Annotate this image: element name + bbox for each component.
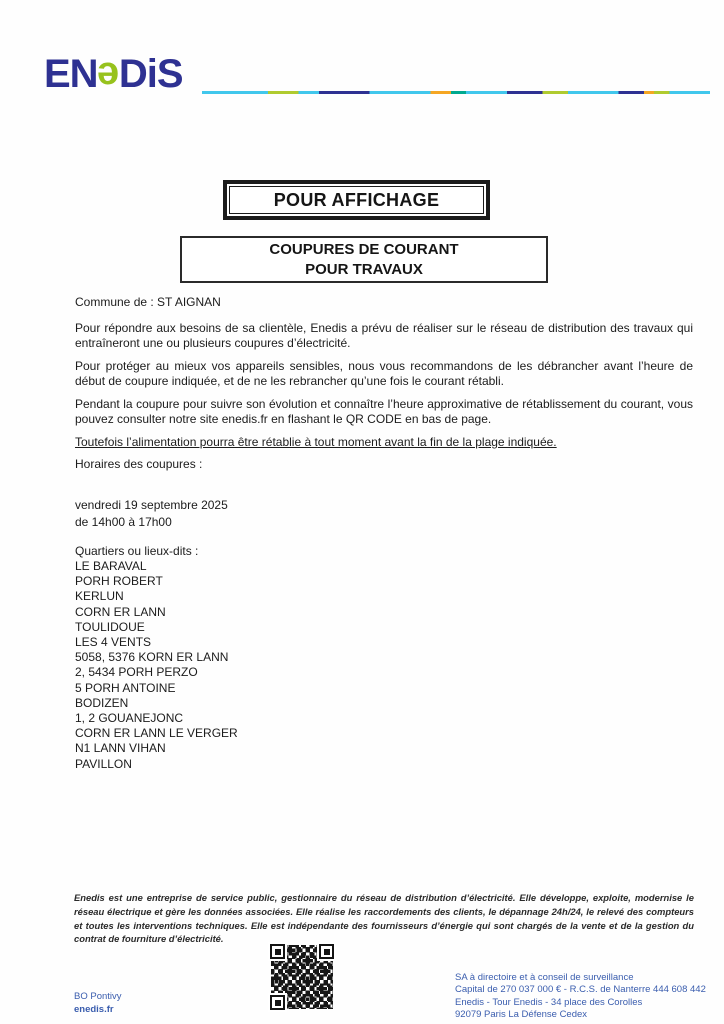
quartier-item: 5 PORH ANTOINE: [75, 680, 176, 695]
quartier-item: 1, 2 GOUANEJONC: [75, 711, 184, 726]
commune-line: Commune de : ST AIGNAN: [75, 295, 221, 309]
quartier-item: PORH ROBERT: [75, 574, 163, 589]
company-info: [455, 972, 706, 1021]
quartier-item: N1 LANN VIHAN: [75, 741, 166, 756]
logo-letter-e: e: [97, 54, 119, 98]
quartiers-list: [75, 559, 693, 772]
quartier-item: LE BARAVAL: [75, 559, 147, 573]
quartier-item: 5058, 5376 KORN ER LANN: [75, 650, 229, 665]
logo-text-left: EN: [44, 52, 98, 96]
paragraph-3: Pendant la coupure pour suivre son évolution et connaître l’heure approximative de rétablissement du courant, vous pouvez consulter notre site enedis.fr en flashant le QR CODE en bas de page.: [75, 396, 693, 426]
qr-finder-pattern-icon: [270, 995, 285, 1010]
quartier-item: BODIZEN: [75, 695, 129, 710]
legal-paragraph: Enedis est une entreprise de service public, gestionnaire du réseau de distribution d’électricité. Elle développe, exploite, modernise le réseau électrique et gère les données associées. Elle réalise les raccordements des clients, le dépannage 24h/24, le relevé des compteurs et toutes les interventions techniques. Elle est indépendante des fournisseurs d’énergie qui sont chargés de la vente et de la gestion du contrat de fourniture d’électricité.: [74, 892, 694, 945]
paragraph-2: Pour protéger au mieux vos appareils sensibles, nous vous recommandons de les débrancher avant l’heure de début de coupure indiquée, et de ne les rebrancher qu’une fois le courant rétabli.: [75, 358, 693, 388]
quartiers-label: Quartiers ou lieux-dits :: [75, 543, 199, 558]
qr-code: [270, 944, 334, 1010]
paragraph-1: Pour répondre aux besoins de sa clientèle, Enedis a prévu de réaliser sur le réseau de distribution des travaux qui entraîneront une ou plusieurs coupures d’électricité.: [75, 320, 693, 350]
notice-body: [75, 295, 693, 772]
quartier-item: 2, 5434 PORH PERZO: [75, 665, 198, 680]
company-info-line: SA à directoire et à conseil de surveillance: [455, 972, 634, 983]
quartier-item: LES 4 VENTS: [75, 635, 152, 650]
pour-affichage-box: [223, 180, 490, 220]
qr-finder-pattern-icon: [319, 944, 334, 959]
company-info-line: Enedis - Tour Enedis - 34 place des Corolles: [455, 996, 643, 1008]
quartier-item: CORN ER LANN: [75, 604, 166, 619]
header-decorative-line: [202, 91, 710, 94]
quartier-item: TOULIDOUE: [75, 619, 145, 634]
notice-title-line-1: COUPURES DE COURANT: [269, 240, 459, 258]
logo-text-right: DiS: [118, 52, 183, 96]
qr-finder-pattern-icon: [270, 944, 285, 959]
underlined-notice: Toutefois l’alimentation pourra être rétablie à tout moment avant la fin de la plage indiquée.: [75, 434, 557, 449]
outage-time: de 14h00 à 17h00: [75, 514, 172, 529]
office-name: BO Pontivy: [74, 991, 122, 1002]
office-block: [74, 991, 122, 1016]
notice-title-box: [180, 236, 548, 283]
company-info-line: Capital de 270 037 000 € - R.C.S. de Nanterre 444 608 442: [455, 984, 706, 996]
outage-date: vendredi 19 septembre 2025: [75, 497, 228, 512]
company-info-line: 92079 Paris La Défense Cedex: [455, 1008, 588, 1020]
quartier-item: CORN ER LANN LE VERGER: [75, 726, 238, 741]
enedis-logo: [44, 54, 183, 96]
website-text: enedis.fr: [74, 1003, 114, 1015]
notice-title-line-2: POUR TRAVAUX: [305, 260, 423, 278]
pour-affichage-label: POUR AFFICHAGE: [229, 186, 484, 214]
horaires-label: Horaires des coupures :: [75, 457, 203, 471]
quartier-item: KERLUN: [75, 589, 124, 604]
quartier-item: PAVILLON: [75, 756, 132, 771]
